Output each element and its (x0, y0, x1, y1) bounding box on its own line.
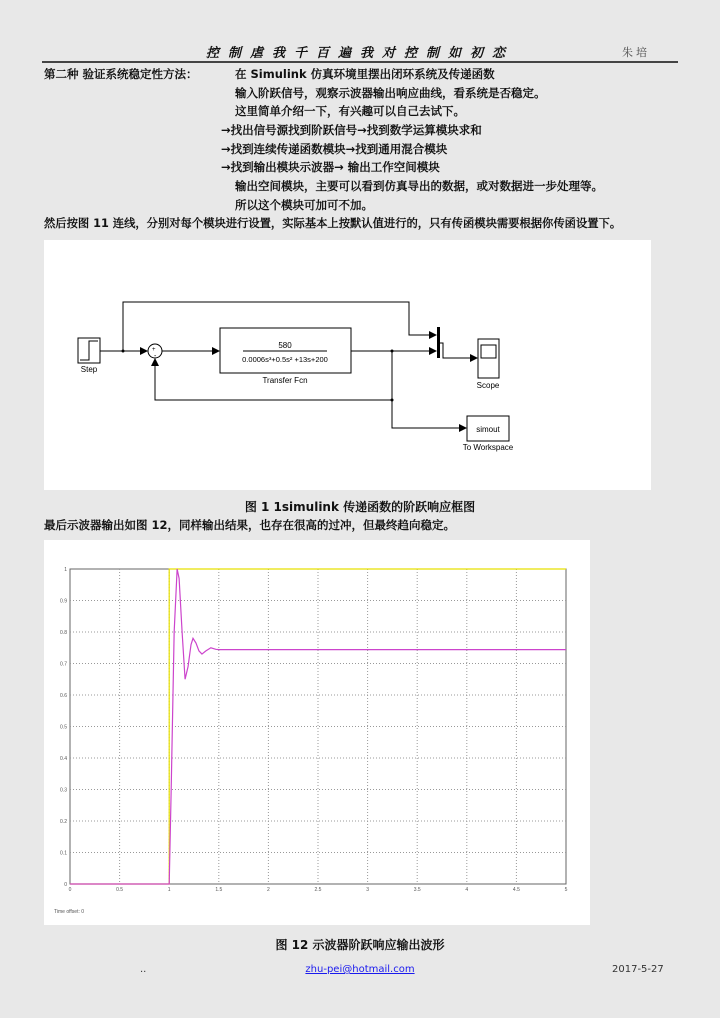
mux-block[interactable] (437, 327, 440, 358)
y-tick-label: 0.7 (60, 661, 67, 668)
x-tick-label: 3 (366, 887, 369, 893)
body-line: 在 Simulink 仿真环境里摆出闭环系统及传递函数 (235, 67, 495, 81)
x-tick-label: 1.5 (215, 887, 223, 893)
x-tick-label: 0 (68, 887, 72, 893)
header-author: 朱培 (622, 46, 650, 59)
body-line: 这里简单介绍一下，有兴趣可以自己去试下。 (235, 104, 465, 118)
paragraph: 最后示波器输出如图 12，同样输出结果，也存在很高的过冲，但最终趋向稳定。 (44, 518, 456, 532)
y-tick-label: 0.1 (60, 850, 67, 857)
body-line: 所以这个模块可加可不加。 (235, 198, 373, 212)
x-tick-label: 2 (267, 887, 270, 893)
sum-block[interactable] (148, 344, 162, 360)
x-tick-label: 2.5 (314, 887, 322, 893)
footer-date: 2017-5-27 (612, 964, 664, 975)
step-label: Step (80, 365, 98, 374)
to-workspace-block[interactable] (463, 416, 514, 452)
y-tick-label: 0.2 (60, 819, 67, 825)
y-tick-label: 0 (64, 882, 67, 888)
y-tick-label: 0.4 (60, 756, 67, 762)
method-label: 第二种 验证系统稳定性方法： (44, 67, 198, 81)
x-tick-label: 4.5 (512, 887, 520, 893)
scope-plot (44, 540, 590, 925)
figure-12-caption: 图 12 示波器阶跃响应输出波形 (275, 938, 445, 952)
workspace-value: simout (476, 425, 500, 434)
body-line: →找到连续传递函数模块→找到通用混合模块 (221, 142, 448, 156)
workspace-label: To Workspace (462, 443, 514, 452)
y-tick-label: 0.6 (60, 693, 67, 699)
transfer-fcn-block[interactable] (220, 328, 351, 385)
tf-label: Transfer Fcn (262, 376, 308, 385)
x-tick-label: 5 (564, 887, 568, 893)
scope-block[interactable] (477, 339, 500, 390)
footer-email-link[interactable]: zhu-pei@hotmail.com (305, 964, 415, 975)
x-tick-label: 1 (167, 887, 171, 893)
tf-denominator: 0.0006s³+0.5s² +13s+200 (242, 355, 328, 364)
x-tick-label: 4 (465, 887, 469, 893)
header-title: 控制虐我千百遍我对控制如初恋 (205, 46, 514, 61)
figure-11-caption: 图 1 1simulink 传递函数的阶跃响应框图 (244, 500, 476, 514)
time-offset-label: Time offset: 0 (54, 909, 85, 915)
y-tick-label: 0.8 (60, 630, 67, 636)
sum-plus: + (152, 347, 156, 353)
body-line: →找到输出模块示波器→ 输出工作空间模块 (221, 160, 440, 174)
body-line: →找出信号源找到阶跃信号→找到数学运算模块求和 (221, 123, 482, 137)
y-tick-label: 0.9 (60, 598, 67, 605)
step-block[interactable] (78, 338, 100, 374)
body-line: 输出空间模块，主要可以看到仿真导出的数据，或对数据进一步处理等。 (235, 179, 603, 193)
y-tick-label: 1 (64, 567, 67, 573)
x-tick-label: 0.5 (116, 887, 124, 893)
body-line: 输入阶跃信号，观察示波器输出响应曲线，看系统是否稳定。 (235, 86, 546, 100)
x-tick-label: 3.5 (413, 887, 421, 893)
tf-numerator: 580 (278, 341, 292, 350)
footer-left: .. (140, 964, 147, 975)
scope-figure (44, 540, 590, 925)
simulink-diagram (44, 240, 651, 490)
y-tick-label: 0.5 (60, 724, 67, 731)
sum-minus: - (154, 353, 157, 360)
header-rule (42, 61, 678, 63)
paragraph: 然后按图 11 连线，分别对每个模块进行设置，实际基本上按默认值进行的，只有传函模块需要根据你传函设置下。 (44, 217, 622, 230)
y-tick-label: 0.3 (60, 787, 67, 794)
diagram-svg (44, 240, 651, 490)
scope-label: Scope (476, 381, 500, 390)
